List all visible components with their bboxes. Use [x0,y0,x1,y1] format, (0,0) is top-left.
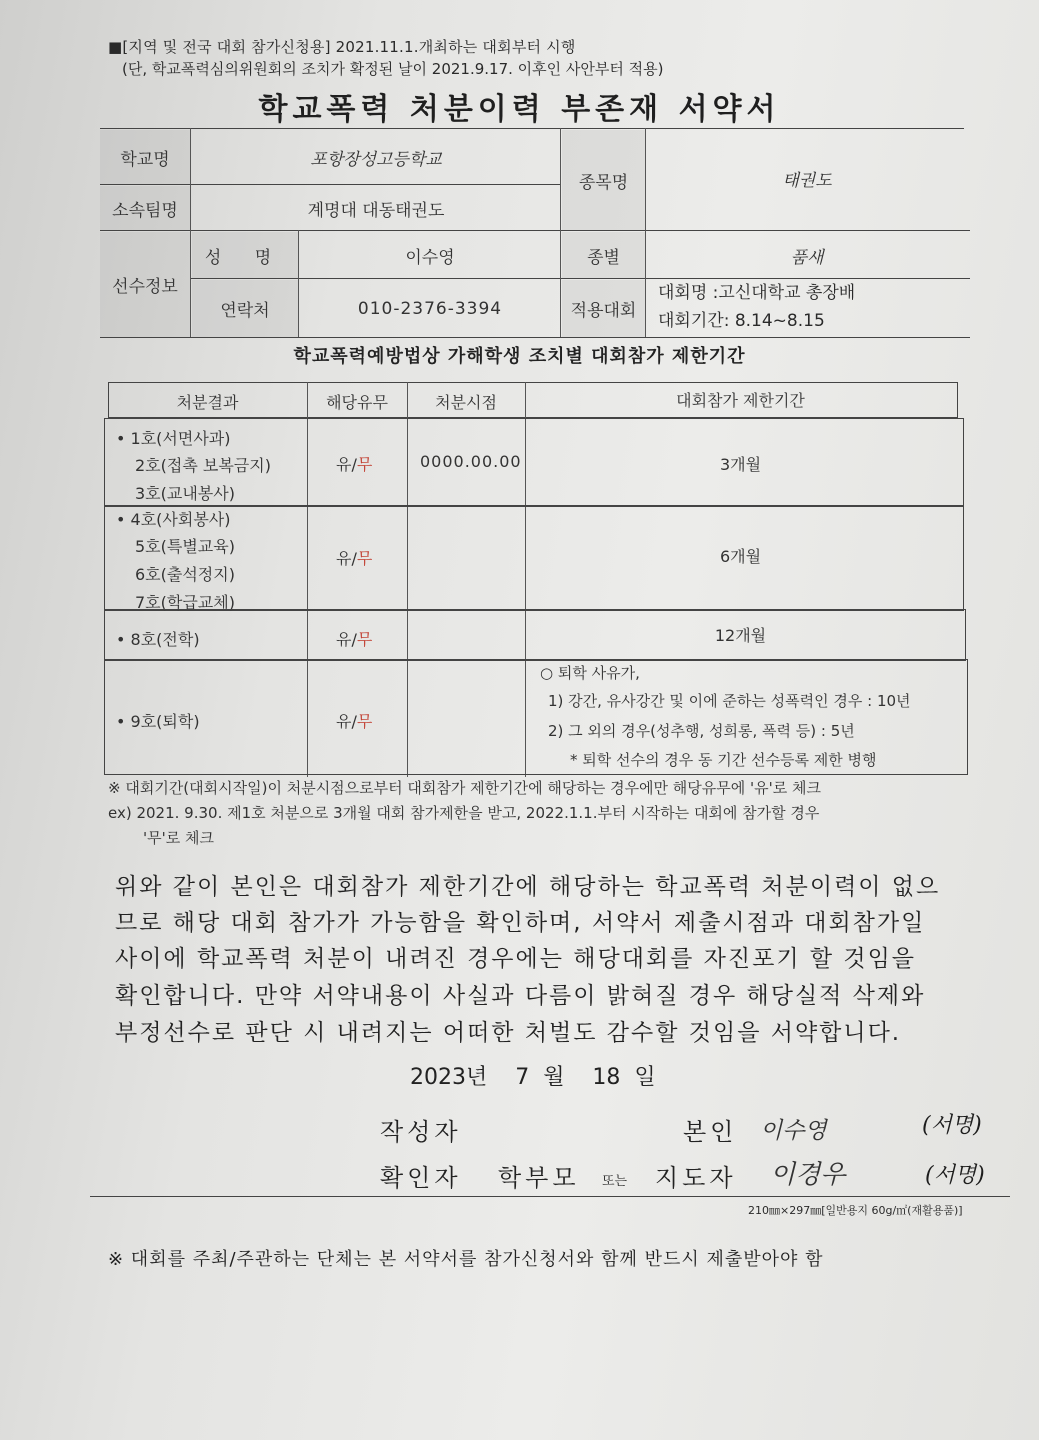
row4-period-line-2: 1) 강간, 유사강간 및 이에 준하는 성폭력인 경우 : 10년 [548,692,911,710]
category-value: 품새 [790,247,824,268]
pledge-line-3: 사이에 학교폭력 처분이 내려진 경우에는 해당대회를 자진포기 할 것임을 [115,946,917,972]
note-line-3: '무'로 체크 [143,829,214,847]
row2-item-2: 5호(특별교육) [135,537,235,556]
row4-period-line-1: ○ 퇴학 사유가, [540,664,640,682]
coach-signature: (서명) [925,1163,985,1188]
header-date: 처분시점 [435,393,497,412]
event-label: 종목명 [562,130,645,230]
header-result: 처분결과 [176,393,239,412]
coach-label: 지도자 [655,1164,737,1192]
self-signature: (서명) [922,1113,982,1138]
row3-period: 12개월 [714,626,767,645]
row2-yes-no: 유/무 [336,549,373,568]
name-label: 성 명 [192,232,298,278]
event-value: 태권도 [782,170,832,191]
row1-date: 0000.00.00 [420,452,522,471]
competition-name: 대회명 :고신대학교 총장배 [658,283,856,303]
info-table-col-4 [645,128,646,337]
pledge-date: 2023년 7 월 18 일 [410,1065,656,1090]
info-table-col-2 [298,230,299,337]
coach-name: 이경우 [770,1160,846,1190]
row1-item-2: 2호(접촉 보복금지) [135,456,271,475]
row4-period-line-3: 2) 그 외의 경우(성추행, 성희롱, 폭력 등) : 5년 [548,722,855,740]
paper-spec: 210㎜×297㎜[일반용지 60g/㎡(재활용품)] [748,1204,963,1217]
row2-period: 6개월 [719,547,762,566]
competition-period: 대회기간: 8.14~8.15 [658,311,825,331]
or-label: 또는 [602,1174,628,1189]
team-value: 계명대 대동태권도 [307,200,445,221]
pledge-line-1: 위와 같이 본인은 대회참가 제한기간에 해당하는 학교폭력 처분이력이 없으 [115,874,941,900]
parent-label: 학부모 [498,1164,580,1192]
contact-label: 연락처 [192,280,298,337]
note-line-1: ※ 대회기간(대회시작일)이 처분시점으로부터 대회참가 제한기간에 해당하는 경우에만 해당유무에 '유'로 체크 [108,779,821,797]
header-period: 대회참가 제한기간 [676,391,805,410]
contact-value: 010-2376-3394 [357,298,503,319]
category-label: 종별 [562,232,645,278]
signature-divider [90,1196,1010,1197]
writer-label: 작성자 [380,1118,462,1146]
school-label: 학교명 [100,130,190,184]
pledge-line-4: 확인합니다. 만약 서약내용이 사실과 다름이 밝혀질 경우 해당실적 삭제와 [115,983,926,1009]
restriction-section-title: 학교폭력예방법상 가해학생 조치별 대회참가 제한기간 [293,346,746,367]
info-table-top-border [100,128,964,129]
confirmer-label: 확인자 [380,1164,462,1192]
info-table-col-3 [560,128,561,337]
row2-item-4: 7호(학급교체) [135,593,235,612]
row3-item-1: • 8호(전학) [116,630,200,649]
info-table-mid-border [100,230,970,231]
row4-item-1: • 9호(퇴학) [116,712,200,731]
notice-line-2: (단, 학교폭력심의위원회의 조치가 확정된 날이 2021.9.17. 이후인 사안부터 적용) [122,60,664,78]
self-label: 본인 [683,1118,738,1146]
info-table-col-1 [190,128,191,337]
school-value: 포항장성고등학교 [310,149,442,170]
document-title: 학교폭력 처분이력 부존재 서약서 [258,92,781,127]
self-name: 이수영 [760,1118,827,1144]
name-value: 이수영 [405,247,455,268]
row1-yes-no: 유/무 [336,455,373,474]
row1-period: 3개월 [719,455,762,474]
row2-item-3: 6호(출석정지) [135,565,235,584]
header-applicable: 해당유무 [326,393,388,412]
note-line-2: ex) 2021. 9.30. 제1호 처분으로 3개월 대회 참가제한을 받고, 2022.1.1.부터 시작하는 대회에 참가할 경우 [108,804,820,822]
footer-note: ※ 대회를 주최/주관하는 단체는 본 서약서를 참가신청서와 함께 반드시 제출받아야 함 [108,1249,824,1270]
competition-label: 적용대회 [562,280,645,337]
info-table-bottom-border [100,337,970,338]
row1-item-3: 3호(교내봉사) [135,484,235,503]
row3-yes-no: 유/무 [336,630,373,649]
notice-line-1: ■[지역 및 전국 대회 참가신청용] 2021.11.1.개최하는 대회부터 시행 [108,38,576,56]
player-info-label: 선수정보 [100,232,190,337]
row4-period-line-4: * 퇴학 선수의 경우 동 기간 선수등록 제한 병행 [570,751,877,769]
pledge-line-5: 부정선수로 판단 시 내려지는 어떠한 처벌도 감수할 것임을 서약합니다. [115,1020,902,1046]
team-label: 소속팀명 [100,186,190,230]
row2-item-1: • 4호(사회봉사) [116,510,231,529]
pledge-line-2: 므로 해당 대회 참가가 가능함을 확인하며, 서약서 제출시점과 대회참가일 [115,910,926,936]
info-table-row-divider [100,184,560,185]
row4-yes-no: 유/무 [336,712,373,731]
row1-item-1: • 1호(서면사과) [116,429,231,448]
